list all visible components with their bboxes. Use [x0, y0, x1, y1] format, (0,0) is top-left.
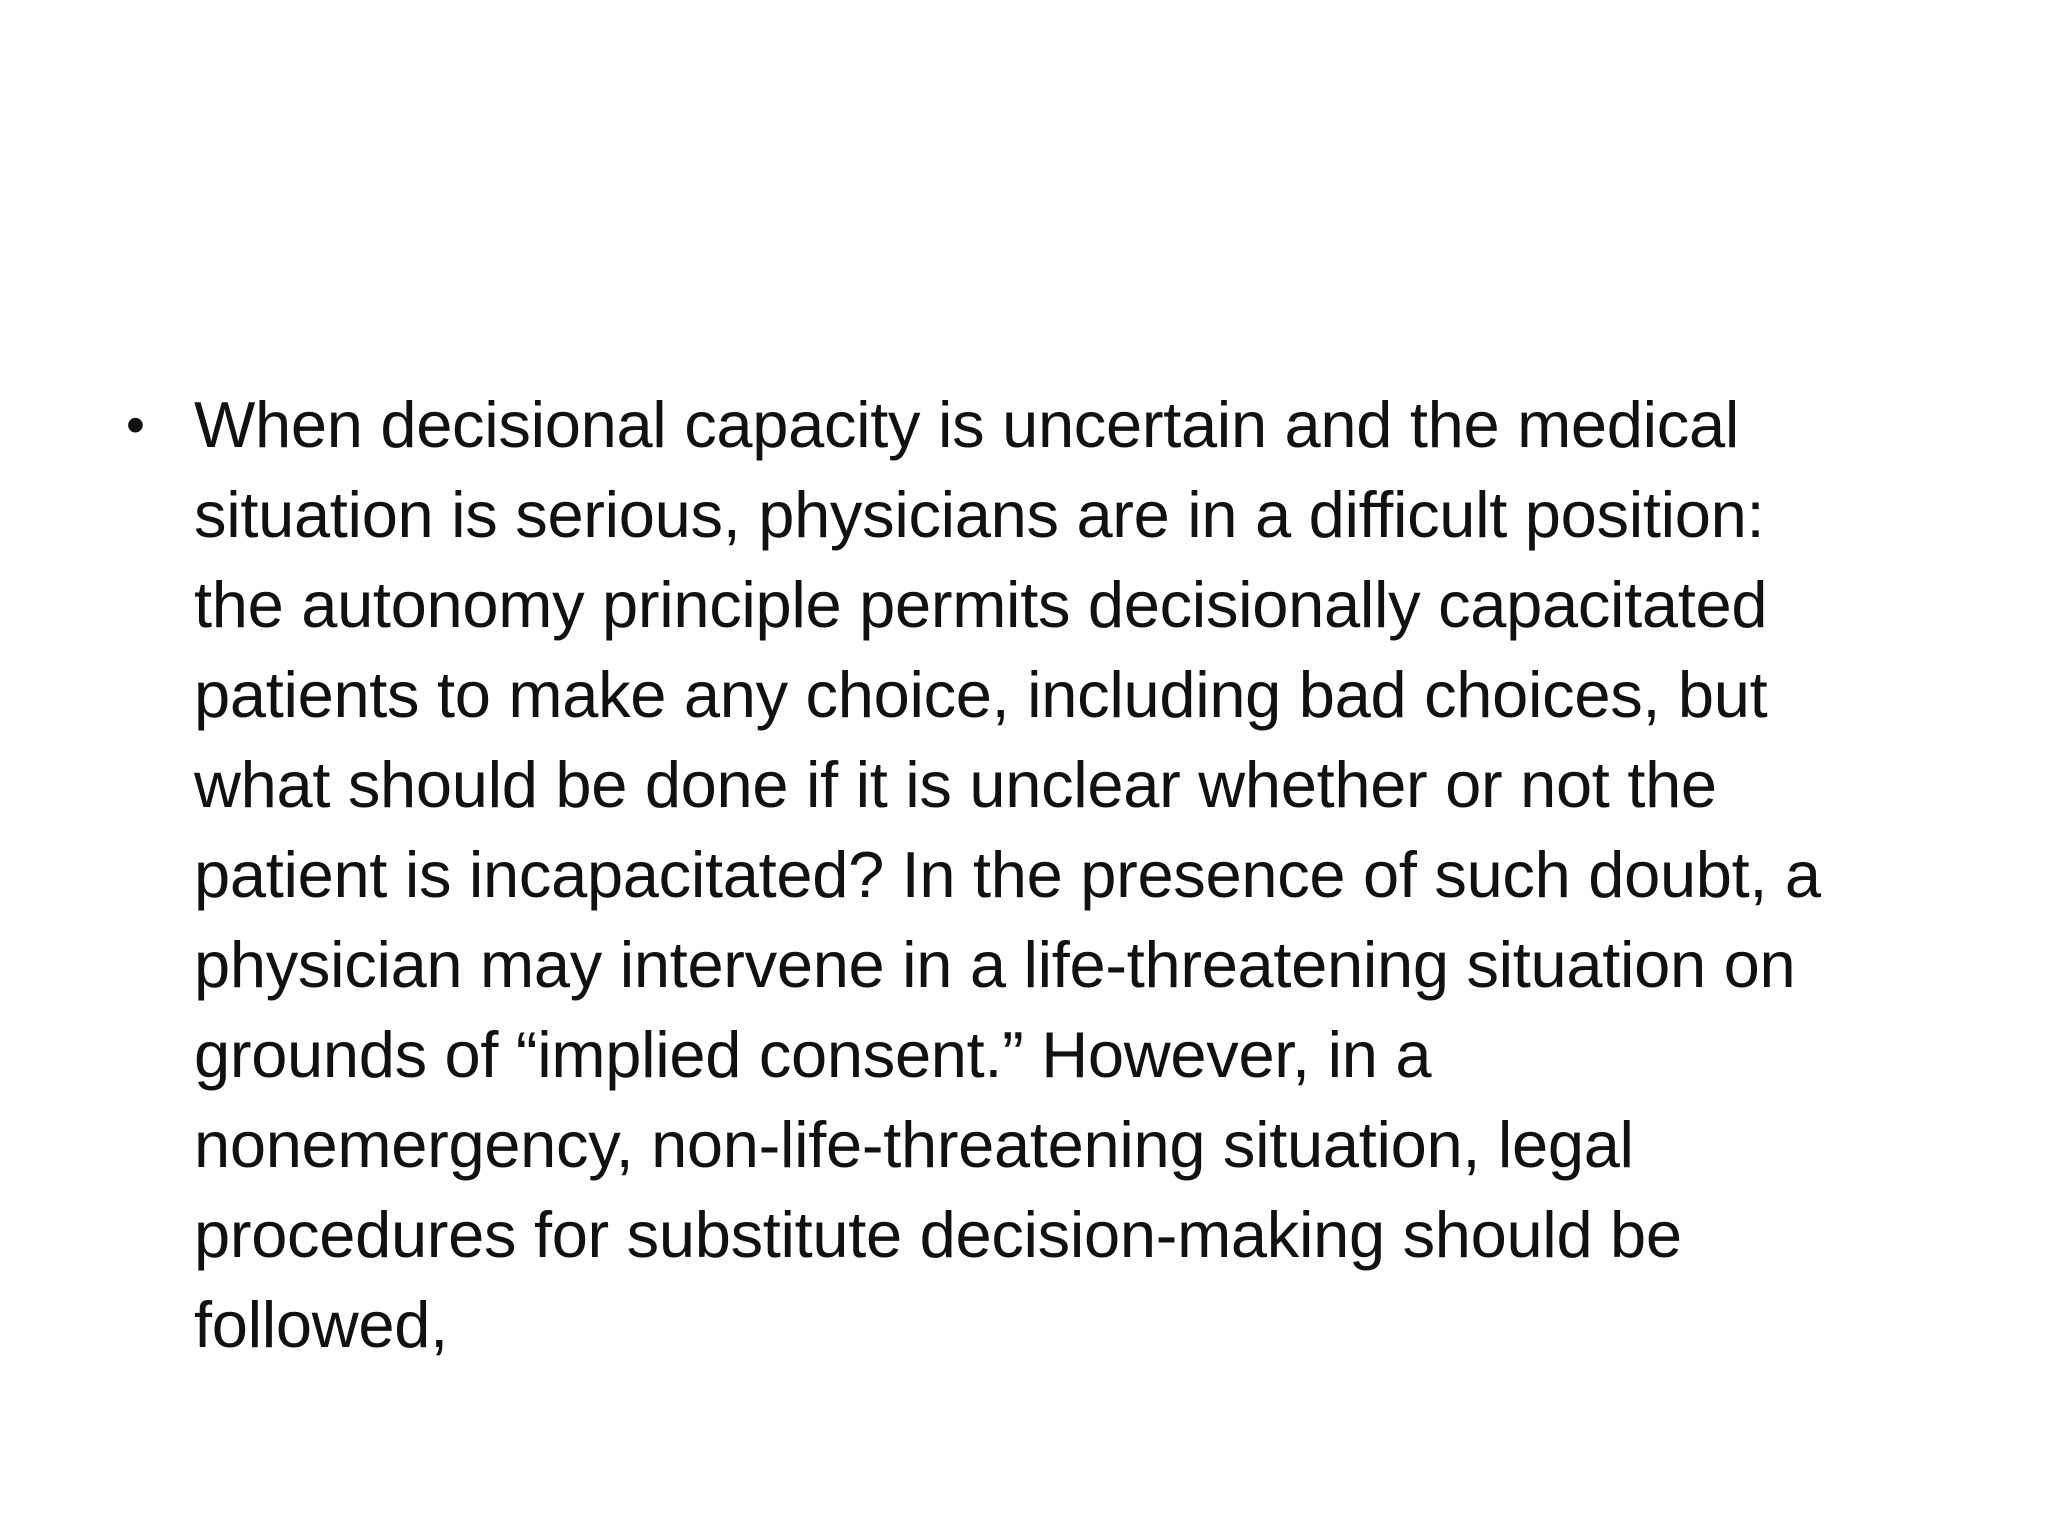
bullet-text-line: patient is incapacitated? In the presence of such doubt, a [194, 838, 1821, 911]
bullet-text-line: procedures for substitute decision-making should be [194, 1198, 1682, 1271]
bullet-text-line: patients to make any choice, including bad choices, but [194, 658, 1768, 731]
slide-body [120, 380, 1950, 1370]
bullet-text-line: what should be done if it is unclear whether or not the [194, 748, 1717, 821]
bullet-text-line: When decisional capacity is uncertain and the medical [194, 388, 1739, 461]
bullet-text-line: grounds of “implied consent.” However, in a [194, 1018, 1432, 1091]
bullet-text-line: nonemergency, non-life-threatening situation, legal [194, 1108, 1634, 1181]
bullet-text-line: physician may intervene in a life-threatening situation on [194, 928, 1796, 1001]
bullet-list [120, 380, 1950, 1370]
bullet-text-line: the autonomy principle permits decisionally capacitated [194, 568, 1768, 641]
bullet-text-line: followed, [194, 1288, 448, 1361]
bullet-item [120, 380, 1950, 1370]
bullet-marker: • [126, 395, 145, 455]
bullet-text-line: situation is serious, physicians are in a difficult position: [194, 478, 1765, 551]
